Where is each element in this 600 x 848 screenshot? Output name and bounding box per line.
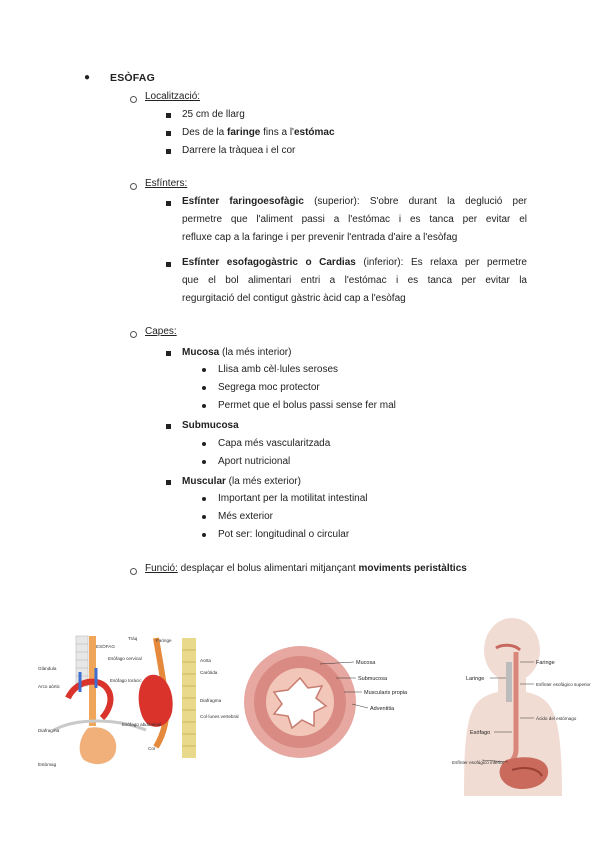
list-item: Darrere la tràquea i el cor: [182, 145, 296, 156]
label-traq: Tràq: [128, 636, 138, 641]
list-item: 25 cm de llarg: [182, 109, 245, 120]
label-cor: Cor: [148, 746, 156, 751]
layer-muscular: Muscular (la més exterior): [182, 476, 301, 487]
square-bullet-icon: [166, 480, 171, 485]
circle-bullet-icon: [130, 331, 137, 338]
list-item: Llisa amb cèl·lules seroses: [218, 364, 339, 375]
label-muscularis: Muscularis propia: [364, 690, 408, 696]
esophagus-layers-figure: [244, 642, 424, 764]
label-diafragma-right: Diafragma: [200, 698, 222, 703]
label-faringe: Faringe: [156, 638, 172, 643]
square-bullet-icon: [166, 113, 171, 118]
label-estomag: Estòmag: [38, 762, 57, 767]
label-carotida: Caròtida: [200, 670, 218, 675]
label-esofago-cervical: Esòfago cervical: [108, 656, 142, 661]
funcio-line: Funció: desplaçar el bolus alimentari mitjançant moviments peristàltics: [145, 563, 467, 574]
dot-bullet-icon: [202, 442, 206, 446]
list-item: Des de la faringe fins a l'estómac: [182, 127, 335, 138]
layer-submucosa: Submucosa: [182, 420, 239, 431]
esfinter-inferior: Esfínter esofagogàstric o Cardias (inferior): Es relaxa per permetre: [182, 257, 527, 268]
label-faringe: Faringe: [536, 660, 555, 666]
label-adventitia: Adventitia: [370, 706, 395, 712]
circle-bullet-icon: [130, 183, 137, 190]
bullet-dot-icon: ●: [84, 72, 91, 83]
esfinter-inferior-line2: que el bol alimentari entri a l'estómac i es tanca per evitar la: [182, 275, 527, 286]
label-esfinter-inferior: Esfínter esofágico inferior: [452, 760, 505, 765]
localitzacio-heading: Localització:: [145, 91, 201, 102]
esfinter-inferior-line3: regurgitació del contigut gàstric àcid cap a l'esòfag: [182, 293, 406, 304]
label-diafragma-left: Diafragma: [38, 728, 60, 733]
circle-bullet-icon: [130, 96, 137, 103]
label-arco-aortic: Arco aòrtic: [38, 684, 60, 689]
square-bullet-icon: [166, 201, 171, 206]
label-esofago-toracic: Esòfago toràcic: [110, 678, 142, 683]
label-esofago: Esófago: [470, 730, 491, 736]
list-item: Permet que el bolus passi sense fer mal: [218, 400, 396, 411]
label-esfinter-superior: Esfínter esofágico superior: [536, 682, 591, 687]
esfinters-heading: Esfínters:: [145, 178, 188, 189]
dot-bullet-icon: [202, 404, 206, 408]
torso-esophagus-figure: [450, 614, 591, 796]
label-esofag: ESÒFAG: [96, 644, 115, 649]
circle-bullet-icon: [130, 568, 137, 575]
label-laringe: Laringe: [466, 676, 485, 682]
dot-bullet-icon: [202, 368, 206, 372]
list-item: Important per la motilitat intestinal: [218, 493, 368, 504]
square-bullet-icon: [166, 262, 171, 267]
label-mucosa: Mucosa: [356, 660, 376, 666]
document-page: ● ESÒFAG Localització: 25 cm de llarg Des de la faringe fins a l'estómac Darrere la tràquea i el cor Esfínters: Esfínter faringoesofàgic (superior): S'obre durant la deglució per permetre que l'aliment passi a l'estómac i es tanca per evitar el refluxe cap a la faringe i per prevenir l'entrada d'aire a l'esòfag Esfínter esofagogàstric o Cardias (inferior): Es relaxa per permetre que el bol alimentari entri a l'estómac i es tanca per evitar la regurgitació del contigut gàstric àcid cap a l'esòfag Capes: Mucosa (la més interior) Llisa amb cèl·lules seroses Segrega moc protector Permet que el bolus passi sense fer mal Submucosa Capa més vascularitzada Aport nutricional Muscular (la més exterior) Important per la motilitat intestinal Més exterior Pot ser: longitudinal o circular Funció: desplaçar el bolus alimentari mitjançant moviments peristàltics Faringe ESÒFAG Tràq Esòfago cervical Aorta Esòfago toràcic Caròtida Arco aòrtic Diafragma Esòfago abdominal Col·lunes vertebral Cor Diafragma Estòmag Glàndula Mucosa Submucosa Muscularis propia Adventitia Faringe Laringe Esfínter esofágico superior Ácido del estómago Esófago Esfínter esofágico inferior: [0, 0, 600, 848]
capes-heading: Capes:: [145, 326, 177, 337]
square-bullet-icon: [166, 131, 171, 136]
esfinter-superior-line2: permetre que l'aliment passi a l'estómac i es tanca per evitar el: [182, 214, 527, 225]
dot-bullet-icon: [202, 497, 206, 501]
esfinter-superior-line3: refluxe cap a la faringe i per prevenir l'entrada d'aire a l'esòfag: [182, 232, 458, 243]
label-acido: Ácido del estómago: [536, 716, 577, 721]
dot-bullet-icon: [202, 386, 206, 390]
esfinter-superior: Esfínter faringoesofàgic (superior): S'obre durant la deglució per: [182, 196, 528, 207]
layer-mucosa: Mucosa (la més interior): [182, 347, 292, 358]
list-item: Segrega moc protector: [218, 382, 320, 393]
label-esofago-abdominal: Esòfago abdominal: [122, 722, 162, 727]
square-bullet-icon: [166, 351, 171, 356]
list-item: Aport nutricional: [218, 456, 291, 467]
square-bullet-icon: [166, 424, 171, 429]
label-glandula: Glàndula: [38, 666, 57, 671]
dot-bullet-icon: [202, 460, 206, 464]
label-columna: Col·lunes vertebral: [200, 714, 239, 719]
list-item: Capa més vascularitzada: [218, 438, 331, 449]
dot-bullet-icon: [202, 515, 206, 519]
dot-bullet-icon: [202, 533, 206, 537]
square-bullet-icon: [166, 149, 171, 154]
label-aorta: Aorta: [200, 658, 211, 663]
esophagus-anatomy-figure: [36, 632, 239, 772]
list-item: Pot ser: longitudinal o circular: [218, 529, 350, 540]
list-item: Més exterior: [218, 511, 274, 522]
label-submucosa: Submucosa: [358, 676, 388, 682]
